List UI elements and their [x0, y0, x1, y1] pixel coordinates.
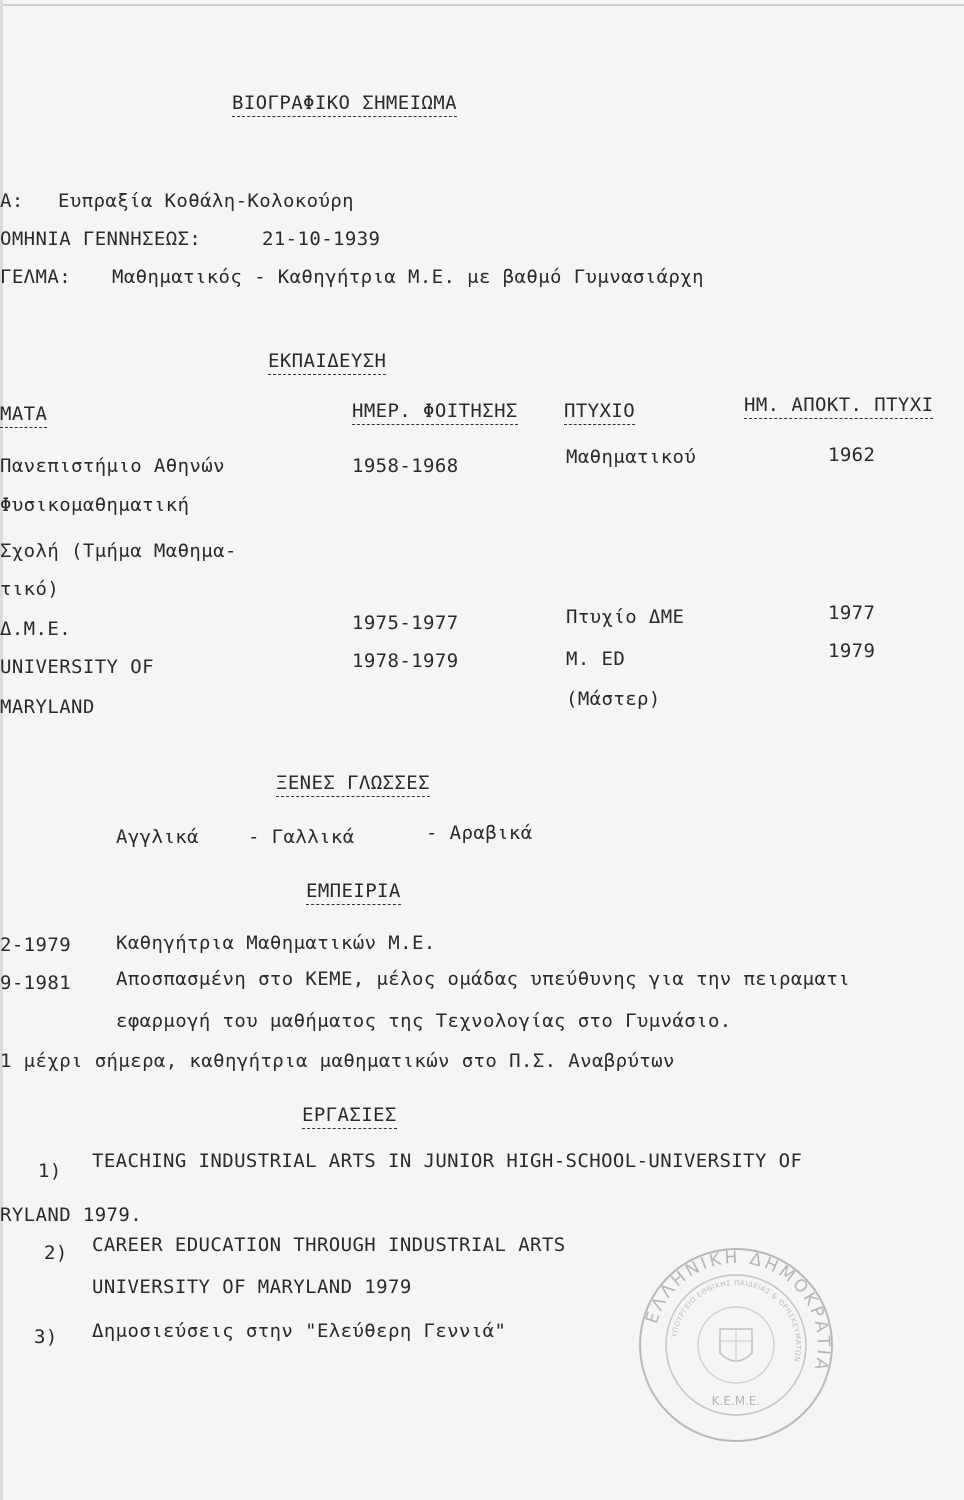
- dob-value: 21-10-1939: [262, 228, 381, 250]
- language-item: Αγγλικά: [116, 826, 199, 848]
- education-institution-line: UNIVERSITY OF: [0, 656, 154, 678]
- education-col-dates: ΗΜΕΡ. ΦΟΙΤΗΣΗΣ: [352, 400, 518, 425]
- profession-value: Μαθηματικός - Καθηγήτρια Μ.Ε. με βαθμό Γυμνασιάρχη: [112, 266, 704, 288]
- education-institution-line: τικό): [0, 578, 60, 600]
- scan-edge-left: [0, 0, 3, 1500]
- experience-period: 1 μέχρι σήμερα, καθηγήτρια μαθηματικών στο Π.Σ. Αναβρύτων: [0, 1050, 675, 1072]
- svg-text:Κ.Ε.Μ.Ε.: Κ.Ε.Μ.Ε.: [711, 1394, 761, 1408]
- name-label: Α:: [0, 190, 24, 212]
- languages-heading: ΞΕΝΕΣ ΓΛΩΣΣΕΣ: [276, 772, 430, 797]
- work-line: CAREER EDUCATION THROUGH INDUSTRIAL ARTS: [92, 1234, 566, 1256]
- education-col-subject: ΜΑΤΑ: [0, 403, 47, 428]
- work-number: 2): [44, 1242, 68, 1264]
- works-heading: ΕΡΓΑΣΙΕΣ: [302, 1104, 397, 1129]
- education-degree: Μαθηματικού: [566, 446, 697, 468]
- name-value: Ευπραξία Κοθάλη-Κολοκούρη: [58, 190, 354, 212]
- profession-label: ΓΕΛΜΑ:: [0, 266, 72, 288]
- education-degree: Πτυχίο ΔΜΕ: [566, 606, 685, 628]
- education-dates: 1958-1968: [352, 455, 459, 477]
- official-seal-stamp: [636, 1245, 836, 1445]
- work-line: TEACHING INDUSTRIAL ARTS IN JUNIOR HIGH-SCHOOL-UNIVERSITY OF: [92, 1150, 803, 1172]
- work-line: RYLAND 1979.: [0, 1204, 143, 1226]
- experience-line: Αποσπασμένη στο ΚΕΜΕ, μέλος ομάδας υπεύθυνης για την πειραματι: [116, 968, 851, 990]
- experience-period: 9-1981: [0, 972, 72, 994]
- work-line: UNIVERSITY OF MARYLAND 1979: [92, 1276, 412, 1298]
- svg-text:ΕΛΛΗΝΙΚΗ ΔΗΜΟΚΡΑΤΙΑ: ΕΛΛΗΝΙΚΗ ΔΗΜΟΚΡΑΤΙΑ: [642, 1247, 834, 1376]
- document-title: ΒΙΟΓΡΑΦΙΚΟ ΣΗΜΕΙΩΜΑ: [232, 92, 457, 117]
- education-institution-line: Φυσικομαθηματική: [0, 494, 190, 516]
- work-number: 3): [34, 1326, 58, 1348]
- education-col-year: ΗΜ. ΑΠΟΚΤ. ΠΤΥΧΙ: [744, 394, 933, 419]
- education-institution-line: Πανεπιστήμιο Αθηνών: [0, 455, 225, 477]
- experience-line: εφαρμογή του μαθήματος της Τεχνολογίας στο Γυμνάσιο.: [116, 1010, 732, 1032]
- education-dates: 1975-1977: [352, 612, 459, 634]
- education-dates: 1978-1979: [352, 650, 459, 672]
- scan-edge: [0, 4, 964, 6]
- experience-period: 2-1979: [0, 934, 72, 956]
- work-number: 1): [38, 1160, 62, 1182]
- svg-text:ΥΠΟΥΡΓΕΙΟ ΕΘΝΙΚΗΣ ΠΑΙΔΕΙΑΣ & Θ: ΥΠΟΥΡΓΕΙΟ ΕΘΝΙΚΗΣ ΠΑΙΔΕΙΑΣ & ΘΡΗΣΚΕΥΜΑΤΩΝ: [670, 1278, 803, 1363]
- education-col-degree: ΠΤΥΧΙΟ: [564, 400, 635, 425]
- language-item: - Αραβικά: [426, 822, 533, 844]
- work-line: Δημοσιεύσεις στην "Ελεύθερη Γεννιά": [92, 1320, 507, 1342]
- education-degree: M. ED: [566, 648, 626, 670]
- education-institution-line: Δ.Μ.Ε.: [0, 618, 72, 640]
- education-institution-line: Σχολή (Τμήμα Μαθημα-: [0, 540, 237, 562]
- education-institution-line: MARYLAND: [0, 696, 95, 718]
- education-year: 1979: [828, 640, 876, 662]
- education-year: 1977: [828, 602, 876, 624]
- education-degree: (Μάστερ): [566, 688, 661, 710]
- education-year: 1962: [828, 444, 876, 466]
- experience-line: Καθηγήτρια Μαθηματικών Μ.Ε.: [116, 932, 436, 954]
- dob-label: ΟΜΗΝΙΑ ΓΕΝΝΗΣΕΩΣ:: [0, 228, 202, 250]
- language-item: - Γαλλικά: [248, 826, 355, 848]
- education-heading: ΕΚΠΑΙΔΕΥΣΗ: [268, 350, 386, 375]
- experience-heading: ΕΜΠΕΙΡΙΑ: [306, 880, 401, 905]
